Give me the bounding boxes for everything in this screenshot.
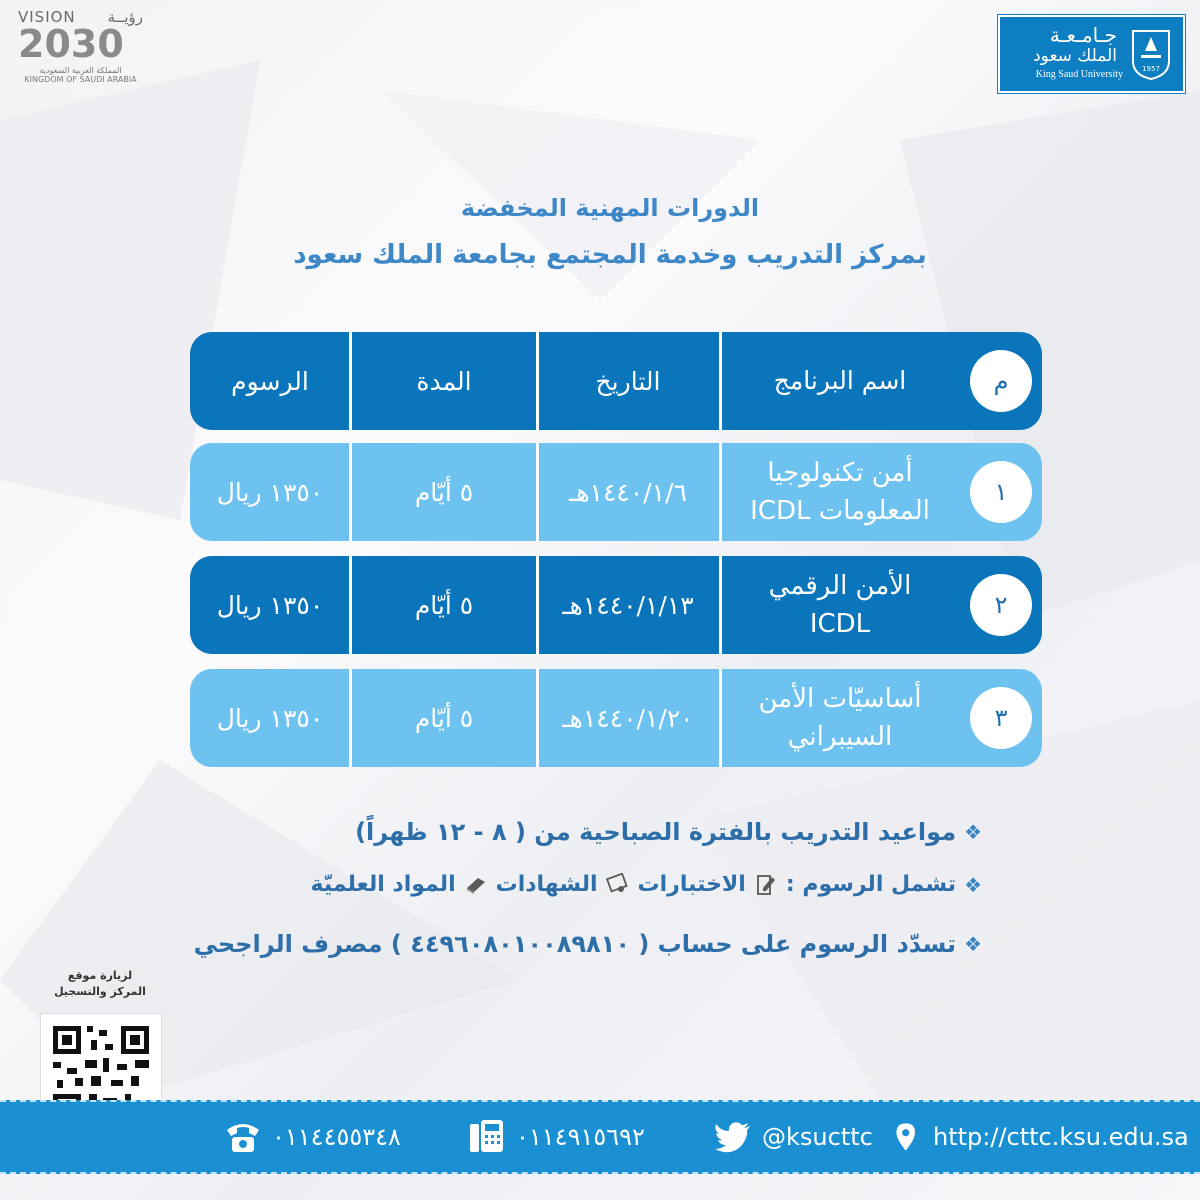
program-name-line-1: الأمن الرقمي <box>768 571 912 601</box>
footer-twitter[interactable] <box>712 1102 873 1172</box>
fee-item-materials: المواد العلميّة <box>310 872 456 897</box>
ksu-name-ar-2: الملك سعود <box>1033 46 1117 66</box>
vision-year: 2030 <box>18 22 124 66</box>
twitter-bird-icon <box>712 1116 754 1158</box>
row-num-cell <box>960 556 1042 654</box>
vision-sub-ar: المملكة العربية السعودية <box>39 66 122 75</box>
row-date: ١٤٤٠/١/١٣هـ <box>562 590 694 620</box>
vision-label-ar: رؤيــة <box>107 8 143 26</box>
vision-sub-en: KINGDOM OF SAUDI ARABIA <box>24 75 137 84</box>
certificate-icon <box>606 873 630 897</box>
program-name-line-2: المعلومات ICDL <box>750 496 930 526</box>
program-name-line-2: السيبراني <box>787 722 893 752</box>
header-fee: الرسوم <box>231 366 309 396</box>
note-fees-include <box>311 872 983 897</box>
row-duration: ٥ أيّام <box>414 703 474 733</box>
bullet-icon: ❖ <box>964 872 982 897</box>
row-fee: ١٣٥٠ ريال <box>216 590 324 620</box>
ksu-logo <box>998 15 1185 93</box>
page-subtitle: بمركز التدريب وخدمة المجتمع بجامعة الملك سعود <box>293 240 927 270</box>
telephone-icon <box>222 1116 264 1158</box>
ksu-year: 1957 <box>1142 65 1160 73</box>
row-fee: ١٣٥٠ ريال <box>216 477 324 507</box>
table-row <box>190 556 1042 654</box>
row-program-name <box>720 669 960 767</box>
qr-label <box>40 968 160 1000</box>
website-url: http://cttc.ksu.edu.sa <box>933 1123 1189 1151</box>
row-date: ١٤٤٠/١/٢٠هـ <box>562 703 694 733</box>
program-name-line-2: ICDL <box>809 609 871 639</box>
note-intro: تشمل الرسوم : <box>785 872 957 897</box>
book-icon <box>464 873 488 897</box>
ksu-emblem-icon <box>1129 27 1173 81</box>
header-duration: المدة <box>416 366 472 396</box>
fax-icon <box>466 1116 508 1158</box>
row-num-cell <box>960 669 1042 767</box>
ksu-name-ar-1: جـامـعـة <box>1049 23 1117 47</box>
ksu-name-en: King Saud University <box>1035 69 1123 80</box>
row-program-name <box>720 556 960 654</box>
program-name-line-1: أمن تكنولوجيا <box>767 458 913 488</box>
bullet-icon: ❖ <box>964 820 982 844</box>
note-text: مواعيد التدريب بالفترة الصباحية من ( ٨ - ١٢ ظهراً) <box>355 818 957 846</box>
row-duration: ٥ أيّام <box>414 590 474 620</box>
row-num-cell <box>960 443 1042 541</box>
note-payment <box>194 930 982 958</box>
footer-website[interactable] <box>895 1102 1189 1172</box>
footer-bar <box>0 1100 1200 1174</box>
header-num-cell <box>960 332 1042 430</box>
note-training-hours <box>355 818 982 846</box>
bullet-icon: ❖ <box>964 932 982 956</box>
table-row <box>190 669 1042 767</box>
row-num: ١ <box>970 461 1032 523</box>
header-name: اسم البرنامج <box>773 366 907 395</box>
vision-2030-logo <box>18 8 143 98</box>
fee-item-exams: الاختبارات <box>637 872 746 897</box>
phone-number: ٠١١٤٤٥٥٣٤٨ <box>272 1123 401 1151</box>
table-header <box>190 332 1042 430</box>
exam-pen-icon <box>754 873 778 897</box>
twitter-handle: @ksucttc <box>762 1123 873 1151</box>
footer-phone[interactable] <box>222 1102 401 1172</box>
row-num: ٣ <box>970 687 1032 749</box>
location-pin-icon <box>895 1116 925 1158</box>
vision-label-en: VISION <box>18 8 76 26</box>
footer-fax[interactable] <box>466 1102 645 1172</box>
row-num: ٢ <box>970 574 1032 636</box>
header-date: التاريخ <box>595 366 661 396</box>
table-row <box>190 443 1042 541</box>
header-num: م <box>970 350 1032 412</box>
row-date: ١٤٤٠/١/٦هـ <box>569 477 687 507</box>
qr-label-line-2: المركز والتسجيل <box>54 985 146 998</box>
row-duration: ٥ أيّام <box>414 477 474 507</box>
row-program-name <box>720 443 960 541</box>
fax-number: ٠١١٤٩١٥٦٩٢ <box>516 1123 645 1151</box>
program-name-line-1: أساسيّات الأمن <box>758 684 922 714</box>
page-title: الدورات المهنية المخفضة <box>460 194 760 222</box>
note-text: تسدّد الرسوم على حساب ( ٤٤٩٦٠٨٠١٠٠٨٩٨١٠ ) مصرف الراجحي <box>193 930 957 958</box>
qr-label-line-1: لزيارة موقع <box>67 969 133 982</box>
fee-item-certificates: الشهادات <box>495 872 598 897</box>
row-fee: ١٣٥٠ ريال <box>216 703 324 733</box>
